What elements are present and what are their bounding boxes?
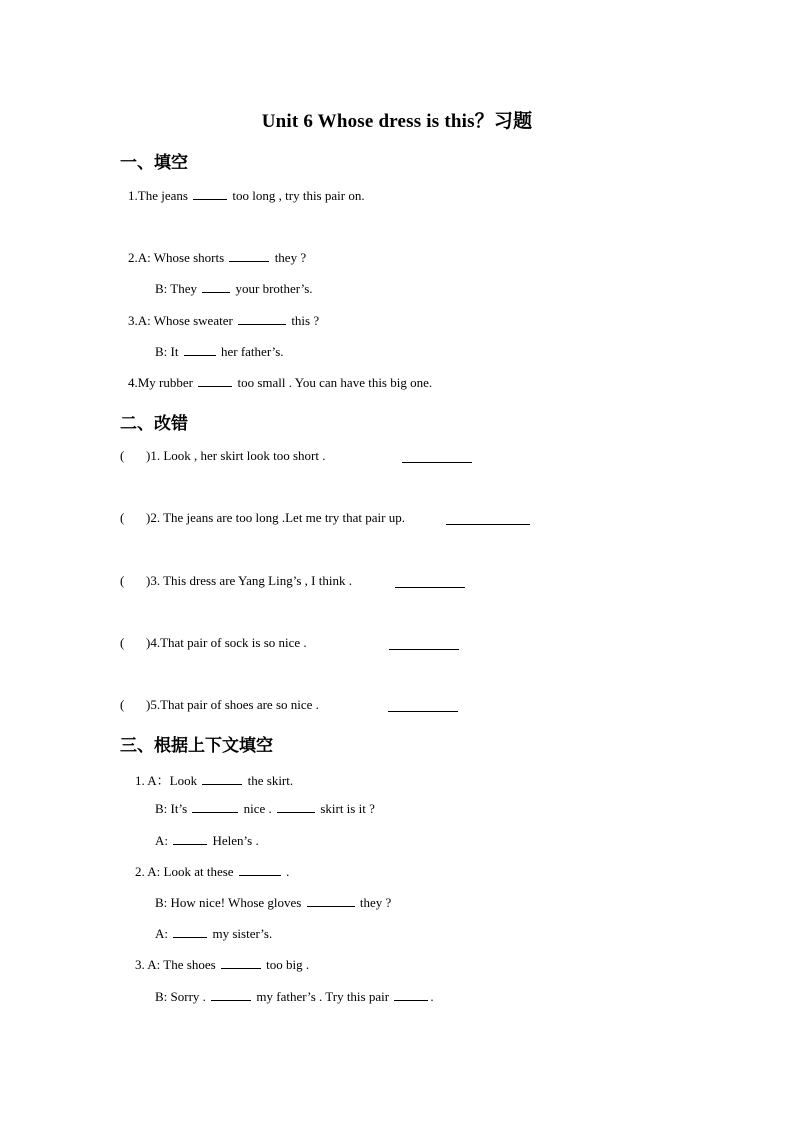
correction-line-3[interactable] [395, 587, 465, 588]
question-text: Helen’s . [212, 833, 259, 848]
correction-line-5[interactable] [388, 711, 458, 712]
answer-blank[interactable] [229, 250, 269, 262]
part3-question-1b [155, 801, 375, 817]
question-text: my father’s . Try this pair [256, 989, 390, 1004]
answer-blank[interactable] [238, 313, 286, 325]
item-text: )1. Look , her skirt look too short . [146, 448, 326, 463]
question-text: . [430, 989, 434, 1004]
question-text: . [286, 864, 290, 879]
part3-question-1a [135, 770, 293, 789]
answer-blank[interactable] [394, 989, 428, 1001]
answer-blank[interactable] [202, 281, 230, 293]
section-heading-context-fill: 三、根据上下文填空 [120, 736, 273, 756]
answer-blank[interactable] [221, 957, 261, 969]
question-text: skirt is it ? [320, 801, 375, 816]
question-text: too long , try this pair on. [232, 188, 365, 203]
part2-item-4 [120, 635, 307, 651]
part1-question-3a [128, 313, 319, 329]
question-text: they ? [274, 250, 307, 265]
question-text: 4.My rubber [128, 375, 193, 390]
question-text: 1.The jeans [128, 188, 188, 203]
paren-open[interactable]: ( [120, 573, 125, 588]
section-heading-correct-errors: 二、改错 [120, 414, 188, 434]
question-text: 2. A: Look at these [135, 864, 234, 879]
question-text: 1. A：Look [135, 773, 198, 788]
part2-item-3 [120, 573, 352, 589]
question-text: they ? [359, 895, 392, 910]
question-text: B: It [155, 344, 179, 359]
paren-open[interactable]: ( [120, 635, 125, 650]
part1-question-2a [128, 250, 306, 266]
question-text: her father’s. [220, 344, 284, 359]
part1-question-1 [128, 188, 365, 204]
question-text: B: They [155, 281, 198, 296]
answer-blank[interactable] [173, 926, 207, 938]
correction-line-1[interactable] [402, 462, 472, 463]
item-text: )5.That pair of shoes are so nice . [146, 697, 319, 712]
question-text: B: It’s [155, 801, 188, 816]
question-text: B: Sorry . [155, 989, 206, 1004]
item-text: )2. The jeans are too long .Let me try that pair up. [146, 510, 405, 525]
part1-question-2b [155, 281, 313, 297]
part3-question-1c [155, 833, 259, 849]
question-text: 3.A: Whose sweater [128, 313, 233, 328]
part3-question-2b [155, 895, 391, 911]
part1-question-4 [128, 375, 432, 391]
part3-question-2c [155, 926, 272, 942]
section-heading-fill-blanks: 一、填空 [120, 153, 188, 173]
item-text: )4.That pair of sock is so nice . [146, 635, 307, 650]
part2-item-2 [120, 510, 405, 526]
question-text: my sister’s. [212, 926, 273, 941]
paren-open[interactable]: ( [120, 510, 125, 525]
correction-line-2[interactable] [446, 524, 530, 525]
part3-question-2a [135, 864, 289, 880]
question-text: 3. A: The shoes [135, 957, 216, 972]
answer-blank[interactable] [202, 773, 242, 785]
part2-item-5 [120, 697, 319, 713]
question-text: the skirt. [247, 773, 294, 788]
answer-blank[interactable] [277, 801, 315, 813]
answer-blank[interactable] [192, 801, 238, 813]
page-title: Unit 6 Whose dress is this？习题 [261, 111, 533, 132]
question-text: nice . [243, 801, 272, 816]
question-text: B: How nice! Whose gloves [155, 895, 302, 910]
answer-blank[interactable] [198, 375, 232, 387]
part2-item-1 [120, 448, 325, 464]
item-text: )3. This dress are Yang Ling’s , I think . [146, 573, 352, 588]
part3-question-3b [155, 989, 434, 1005]
question-text: 2.A: Whose shorts [128, 250, 225, 265]
answer-blank[interactable] [184, 344, 216, 356]
question-text: your brother’s. [235, 281, 313, 296]
part3-question-3a [135, 957, 309, 973]
question-text: A: [155, 926, 168, 941]
answer-blank[interactable] [239, 864, 281, 876]
question-text: too small . You can have this big one. [237, 375, 433, 390]
paren-open[interactable]: ( [120, 448, 125, 463]
correction-line-4[interactable] [389, 649, 459, 650]
paren-open[interactable]: ( [120, 697, 125, 712]
question-text: this ? [291, 313, 320, 328]
question-text: A: [155, 833, 168, 848]
answer-blank[interactable] [173, 833, 207, 845]
answer-blank[interactable] [193, 188, 227, 200]
part1-question-3b [155, 344, 284, 360]
question-text: too big . [266, 957, 310, 972]
answer-blank[interactable] [307, 895, 355, 907]
answer-blank[interactable] [211, 989, 251, 1001]
